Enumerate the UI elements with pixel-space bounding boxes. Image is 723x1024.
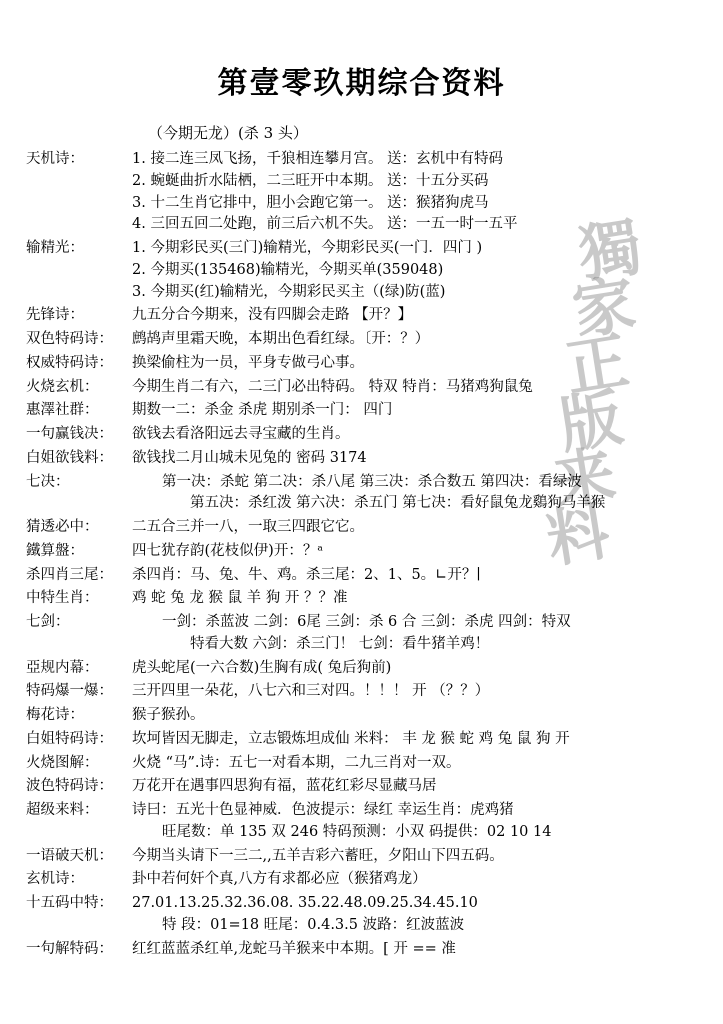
content-row: [26, 846, 711, 868]
row-content: [132, 893, 711, 937]
content-row: [26, 353, 711, 375]
row-label: 火烧图解：: [26, 754, 99, 771]
row-content: [132, 565, 711, 587]
content-row: [26, 149, 711, 236]
row-line: 旺尾数：单 135 双 246 特码预测：小双 码提供：02 10 14: [162, 823, 552, 840]
row-label: 火烧玄机：: [26, 378, 99, 395]
row-line: 第一决：杀蛇 第二决：杀八尾 第三决：杀合数五 第四决：看绿波: [162, 473, 582, 490]
content-row: [26, 565, 711, 587]
watermark-char: 正: [560, 323, 634, 406]
content-row: [26, 329, 711, 351]
row-content: [132, 448, 711, 470]
content-rows: [0, 149, 723, 960]
watermark-char: 来: [547, 437, 621, 520]
row-line: 1. 接二连三凤飞扬，千狼相连攀月宫。 送：玄机中有特码: [132, 151, 504, 167]
subtitle-note: （今期无龙）(杀 3 头）: [148, 124, 308, 142]
row-line: 二五合三并一八，一取三四跟它它。: [132, 519, 364, 535]
row-line: 猴子猴孙。: [132, 707, 205, 723]
row-line: 鹧鸪声里霜天晚，本期出色看红绿。〔开：？）: [132, 331, 430, 347]
row-line: 1. 今期彩民买(三门)输精光，今期彩民买(一门．四门 ): [132, 240, 483, 256]
content-row: [26, 939, 711, 961]
content-row: [26, 238, 711, 303]
row-label: 白姐欲钱料：: [26, 449, 113, 466]
row-line: 红红蓝蓝杀红单,龙蛇马羊猴来中本期。[ 开 == 准: [132, 940, 456, 957]
content-row: [26, 517, 711, 539]
page-title: 第壹零玖期综合资料: [217, 66, 506, 101]
row-label: 权威特码诗：: [26, 354, 113, 371]
row-label: 十五码中特：: [26, 895, 113, 911]
row-content: [132, 353, 711, 375]
row-content: [132, 149, 711, 236]
row-line: 2. 蜿蜒曲折水陆栖，二三旺开中本期。 送：十五分买码: [132, 172, 489, 189]
row-label: 鐵算盤：: [26, 542, 84, 559]
row-content: [132, 238, 711, 303]
row-label: 输精光：: [26, 240, 84, 256]
row-content: [132, 705, 711, 727]
content-row: [26, 541, 711, 563]
watermark-char: 料: [541, 494, 615, 577]
row-line: 虎头蛇尾(一六合数)生胸有成( 兔后狗前): [132, 659, 392, 676]
content-row: [26, 588, 711, 610]
row-label: 七决：: [26, 473, 70, 490]
row-content: [132, 400, 711, 422]
row-line: 欲钱去看洛阳远去寻宝藏的生肖。: [132, 426, 350, 442]
row-line: 今期生肖二有六，二三门必出特码。 特双 特肖：马猪鸡狗鼠兔: [132, 378, 533, 395]
row-label: 惠澤社群：: [26, 402, 99, 419]
content-row: [26, 893, 711, 937]
row-label: 梅花诗：: [26, 707, 84, 723]
row-line: 4. 三回五回二处跑，前三后六机不失。 送：一五一时一五平: [132, 216, 518, 233]
content-row: [26, 800, 711, 844]
row-content: [132, 846, 711, 868]
row-label: 先锋诗：: [26, 307, 84, 324]
row-content: [132, 939, 711, 961]
row-content: [132, 588, 711, 610]
row-content: [132, 377, 711, 399]
row-line: 万花开在遇事四思狗有福，蓝花红彩尽显藏马居: [132, 778, 437, 795]
content-row: [26, 705, 711, 727]
content-row: [26, 472, 711, 516]
row-content: [132, 541, 711, 563]
row-content: [132, 776, 711, 798]
row-line: 火烧 “马”.诗：五七一对看本期，二九三肖对一双。: [132, 754, 461, 771]
row-line: 3. 今期买(红)输精光，今期彩民买主（(绿)防(蓝): [132, 283, 446, 300]
row-label: 超级来料：: [26, 802, 99, 818]
row-label: 天机诗：: [26, 151, 84, 167]
row-label: 特码爆一爆：: [26, 683, 113, 700]
row-content: [132, 753, 711, 775]
row-line: 3. 十二生肖它排中，胆小会跑它第一。 送：猴猪狗虎马: [132, 194, 489, 211]
row-line: 四七犹存韵(花枝似伊)开：？ᵃ: [132, 542, 323, 559]
row-line: 第五决：杀红泼 第六决：杀五门 第七决：看好鼠兔龙鷄狗马羊猴: [190, 495, 606, 512]
row-label: 猜透必中：: [26, 519, 99, 535]
row-label: 杀四肖三尾：: [26, 566, 113, 583]
watermark-char: 獨: [573, 209, 647, 292]
row-content: [132, 729, 711, 751]
row-content: [132, 658, 711, 680]
row-line: 鸡 蛇 兔 龙 猴 鼠 羊 狗 开 ？？准: [132, 590, 348, 607]
row-label: 玄机诗：: [26, 871, 84, 888]
row-label: 双色特码诗：: [26, 331, 113, 347]
row-content: [132, 472, 711, 516]
content-row: [26, 776, 711, 798]
watermark-char: 版: [554, 380, 628, 463]
row-label: 一语破天机：: [26, 847, 113, 864]
row-content: [132, 424, 711, 446]
row-line: 一剑：杀蓝波 二剑：6尾 三剑：杀 6 合 三剑：杀虎 四剑：特双: [162, 614, 571, 630]
row-line: 诗曰：五光十色显神威．色波提示：绿红 幸运生肖：虎鸡猪: [132, 802, 514, 818]
row-line: 2. 今期买(135468)输精光，今期买单(359048): [132, 261, 444, 278]
content-row: [26, 424, 711, 446]
content-row: [26, 305, 711, 327]
row-label: 一句赢钱决：: [26, 426, 113, 442]
row-line: 换梁偷柱为一员，平身专做弓心事。: [132, 354, 364, 371]
row-label: 七剑：: [26, 614, 70, 630]
row-content: [132, 305, 711, 327]
row-label: 一句解特码：: [26, 940, 113, 957]
row-line: 27.01.13.25.32.36.08. 35.22.48.09.25.34.45.10: [132, 895, 478, 911]
row-content: [132, 329, 711, 351]
row-content: [132, 681, 711, 703]
row-line: 特 段：01=18 旺尾：0.4.3.5 波路：红波蓝波: [162, 916, 465, 933]
content-row: [26, 753, 711, 775]
content-row: [26, 400, 711, 422]
row-line: 杀四肖：马、兔、牛、鸡。杀三尾：2、1、5。∟开？∣: [132, 566, 481, 583]
row-line: 坎坷皆因无脚走，立志锻炼坦成仙 米料： 丰 龙 猴 蛇 鸡 兔 鼠 狗 开: [132, 730, 570, 747]
row-line: 欲钱找二月山城未见兔的 密码 3174: [132, 449, 367, 466]
row-line: 期数一二：杀金 杀虎 期别杀一门： 四门: [132, 402, 393, 419]
row-line: 今期当头请下一三二,,五羊吉彩六蓄旺，夕阳山下四五码。: [132, 847, 504, 864]
content-row: [26, 681, 711, 703]
content-row: [26, 377, 711, 399]
content-row: [26, 448, 711, 470]
row-label: 亞规内幕：: [26, 659, 99, 676]
content-row: [26, 658, 711, 680]
row-line: 九五分合今期来，没有四脚会走路 【开？】: [132, 307, 413, 324]
row-content: [132, 869, 711, 891]
row-label: 白姐特码诗：: [26, 730, 113, 747]
row-line: 特看大数 六剑：杀三门！ 七剑：看牛猪羊鸡！: [190, 635, 490, 652]
content-row: [26, 612, 711, 656]
row-label: 波色特码诗：: [26, 778, 113, 795]
row-line: 三开四里一朵花，八七六和三对四。！！！ 开 （？？）: [132, 683, 490, 700]
row-content: [132, 612, 711, 656]
row-line: 卦中若何奸个真,八方有求都必应（猴猪鸡龙）: [132, 871, 427, 888]
row-content: [132, 800, 711, 844]
content-row: [26, 869, 711, 891]
row-content: [132, 517, 711, 539]
content-row: [26, 729, 711, 751]
watermark-char: 家: [567, 266, 641, 349]
row-label: 中特生肖：: [26, 590, 99, 607]
